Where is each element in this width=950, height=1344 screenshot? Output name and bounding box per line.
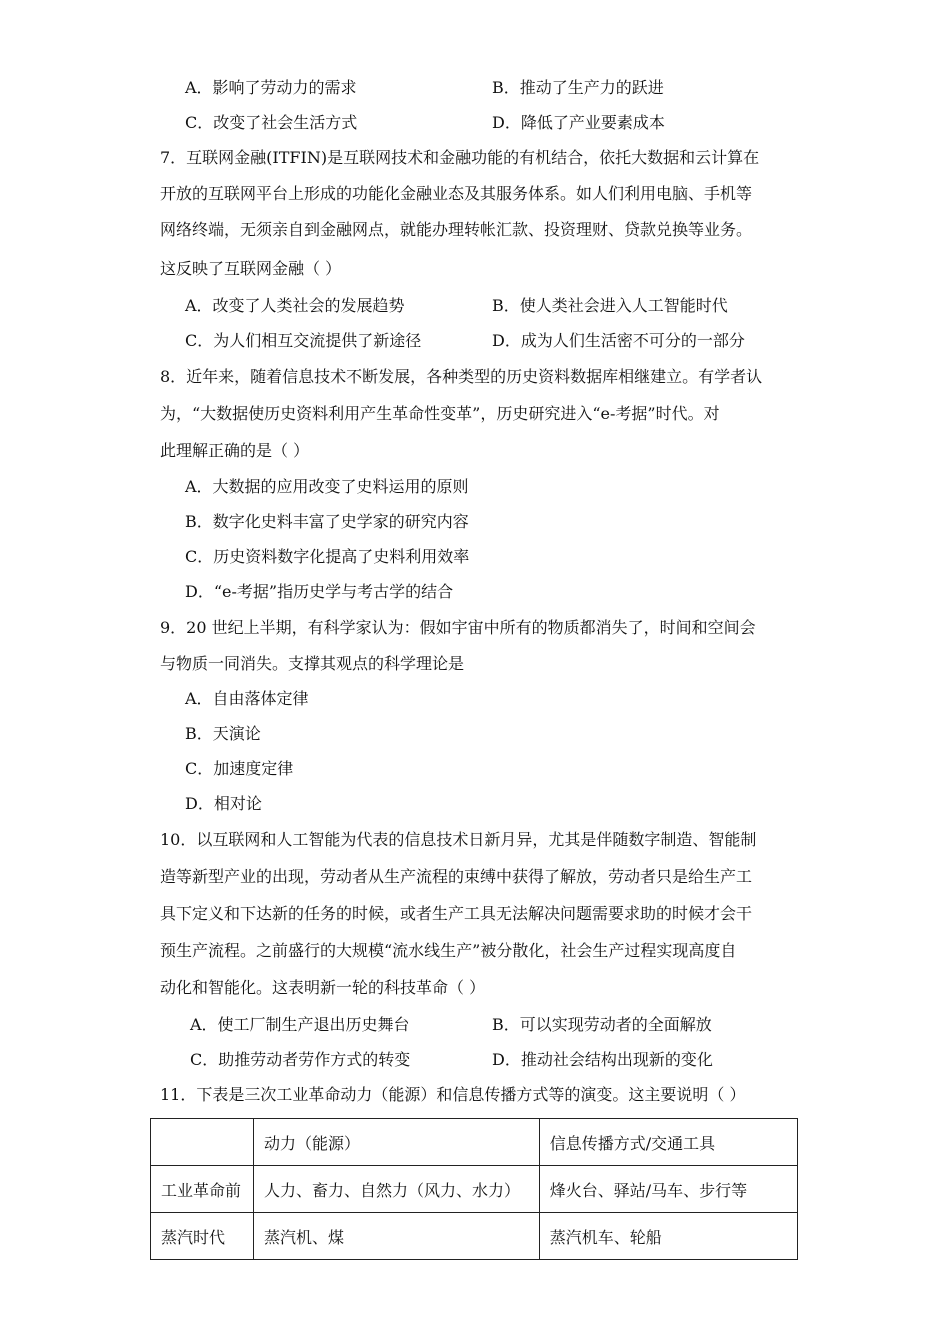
q9-option-c: C．加速度定律: [185, 759, 294, 778]
q10-option-b: B．可以实现劳动者的全面解放: [492, 1015, 712, 1034]
q7-option-d: D．成为人们生活密不可分的一部分: [492, 331, 745, 350]
q6-option-b: B．推动了生产力的跃进: [492, 78, 664, 97]
q10-stem-line-4: 预生产流程。之前盛行的大规模“流水线生产”被分散化，社会生产过程实现高度自: [160, 941, 737, 960]
energy-communication-table: [150, 1118, 798, 1260]
q10-option-c: C．助推劳动者劳作方式的转变: [190, 1050, 411, 1069]
q7-option-c: C．为人们相互交流提供了新途径: [185, 331, 422, 350]
q11-stem: 11．下表是三次工业革命动力（能源）和信息传播方式等的演变。这主要说明（ ）: [160, 1085, 746, 1104]
q7-stem-line-3: 网络终端，无须亲自到金融网点，就能办理转帐汇款、投资理财、贷款兑换等业务。: [160, 220, 753, 239]
q6-option-d: D．降低了产业要素成本: [492, 113, 665, 132]
q10-stem-line-1: 10．以互联网和人工智能为代表的信息技术日新月异，尤其是伴随数字制造、智能制: [160, 830, 757, 849]
q8-stem-line-2: 为，“大数据使历史资料利用产生革命性变革”，历史研究进入“e-考据”时代。对: [160, 404, 720, 423]
table-row: [151, 1166, 798, 1213]
table-header-cell: 动力（能源）: [253, 1119, 539, 1166]
q8-stem-line-1: 8．近年来，随着信息技术不断发展，各种类型的历史资料数据库相继建立。有学者认: [160, 367, 763, 386]
table-header-cell: [151, 1119, 254, 1166]
table-cell: 工业革命前: [151, 1166, 254, 1213]
q9-option-d: D．相对论: [185, 794, 262, 813]
q8-option-b: B．数字化史料丰富了史学家的研究内容: [185, 512, 469, 531]
table-cell: 蒸汽机车、轮船: [539, 1213, 797, 1260]
table-header-row: [151, 1119, 798, 1166]
q7-stem-line-1: 7．互联网金融(ITFIN)是互联网技术和金融功能的有机结合，依托大数据和云计算在: [160, 148, 760, 167]
table-cell: 人力、畜力、自然力（风力、水力）: [253, 1166, 539, 1213]
q9-option-a: A．自由落体定律: [185, 689, 309, 708]
table-cell: 蒸汽机、煤: [253, 1213, 539, 1260]
q9-stem-line-2: 与物质一同消失。支撑其观点的科学理论是: [160, 654, 465, 673]
table-cell: 烽火台、驿站/马车、步行等: [539, 1166, 797, 1213]
table-row: [151, 1213, 798, 1260]
table-cell: 蒸汽时代: [151, 1213, 254, 1260]
q10-option-d: D．推动社会结构出现新的变化: [492, 1050, 713, 1069]
q7-option-b: B．使人类社会进入人工智能时代: [492, 296, 728, 315]
q8-option-a: A．大数据的应用改变了史料运用的原则: [185, 477, 469, 496]
q8-option-c: C．历史资料数字化提高了史料利用效率: [185, 547, 470, 566]
q7-stem-line-4: 这反映了互联网金融（ ）: [160, 259, 342, 278]
q7-stem-line-2: 开放的互联网平台上形成的功能化金融业态及其服务体系。如人们利用电脑、手机等: [160, 184, 753, 203]
q6-option-a: A．影响了劳动力的需求: [185, 78, 357, 97]
q7-option-a: A．改变了人类社会的发展趋势: [185, 296, 405, 315]
q10-stem-line-5: 动化和智能化。这表明新一轮的科技革命（ ）: [160, 978, 486, 997]
q8-option-d: D．“e-考据”指历史学与考古学的结合: [185, 582, 454, 601]
q9-stem-line-1: 9．20 世纪上半期，有科学家认为：假如宇宙中所有的物质都消失了，时间和空间会: [160, 618, 756, 637]
q10-option-a: A．使工厂制生产退出历史舞台: [190, 1015, 410, 1034]
q10-stem-line-3: 具下定义和下达新的任务的时候，或者生产工具无法解决问题需要求助的时候才会干: [160, 904, 753, 923]
q10-stem-line-2: 造等新型产业的出现，劳动者从生产流程的束缚中获得了解放，劳动者只是给生产工: [160, 867, 753, 886]
q8-stem-line-3: 此理解正确的是（ ）: [160, 441, 310, 460]
table-header-cell: 信息传播方式/交通工具: [539, 1119, 797, 1166]
q9-option-b: B．天演论: [185, 724, 261, 743]
q6-option-c: C．改变了社会生活方式: [185, 113, 358, 132]
